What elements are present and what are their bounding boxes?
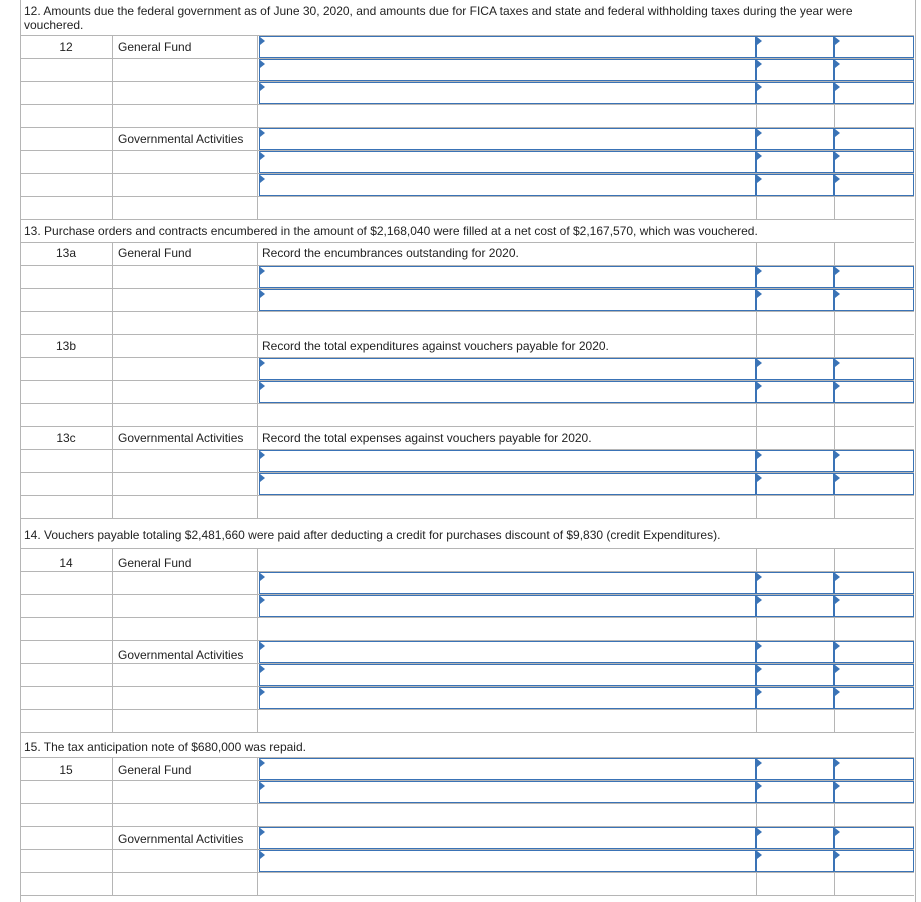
account-title-input[interactable]: [259, 174, 756, 196]
grid-column-line: [112, 242, 113, 518]
credit-amount-input[interactable]: [834, 641, 914, 663]
account-title-input[interactable]: [259, 151, 756, 173]
account-title-input[interactable]: [259, 758, 756, 780]
grid-column-line: [257, 242, 258, 518]
fund-label-general: General Fund: [118, 246, 192, 260]
grid-column-line: [112, 548, 113, 732]
debit-amount-input[interactable]: [756, 595, 834, 617]
debit-amount-input[interactable]: [756, 687, 834, 709]
grid-row-line: [20, 803, 914, 804]
instruction-13b: Record the total expenditures against vouchers payable for 2020.: [262, 339, 609, 353]
debit-amount-input[interactable]: [756, 151, 834, 173]
credit-amount-input[interactable]: [834, 266, 914, 288]
account-title-input[interactable]: [259, 641, 756, 663]
entry-code-13a: 13a: [55, 246, 77, 260]
grid-row-line: [20, 219, 914, 220]
fund-label-general: General Fund: [118, 556, 192, 570]
grid-row-line: [20, 518, 914, 519]
credit-amount-input[interactable]: [834, 781, 914, 803]
debit-amount-input[interactable]: [756, 473, 834, 495]
grid-column-line: [257, 548, 258, 732]
account-title-input[interactable]: [259, 572, 756, 594]
debit-amount-input[interactable]: [756, 664, 834, 686]
account-title-input[interactable]: [259, 827, 756, 849]
entry-14-description: 14. Vouchers payable totaling $2,481,660 were paid after deducting a credit for purchases discount of $9,830 (credit Expenditures).: [24, 528, 721, 542]
grid-row-line: [20, 495, 914, 496]
account-title-input[interactable]: [259, 595, 756, 617]
credit-amount-input[interactable]: [834, 358, 914, 380]
grid-column-line: [257, 757, 258, 895]
debit-amount-input[interactable]: [756, 82, 834, 104]
credit-amount-input[interactable]: [834, 687, 914, 709]
account-title-input[interactable]: [259, 664, 756, 686]
account-title-input[interactable]: [259, 473, 756, 495]
grid-row-line: [20, 732, 914, 733]
debit-amount-input[interactable]: [756, 850, 834, 872]
credit-amount-input[interactable]: [834, 450, 914, 472]
fund-label-governmental: Governmental Activities: [118, 832, 244, 846]
debit-amount-input[interactable]: [756, 289, 834, 311]
debit-amount-input[interactable]: [756, 641, 834, 663]
debit-amount-input[interactable]: [756, 827, 834, 849]
grid-row-line: [20, 895, 914, 896]
grid-row-line: [20, 242, 914, 243]
grid-row-line: [20, 617, 914, 618]
grid-row-line: [20, 872, 914, 873]
credit-amount-input[interactable]: [834, 664, 914, 686]
grid-column-line: [112, 35, 113, 219]
account-title-input[interactable]: [259, 687, 756, 709]
grid-column-line: [112, 757, 113, 895]
debit-amount-input[interactable]: [756, 174, 834, 196]
entry-13-description: 13. Purchase orders and contracts encumbered in the amount of $2,168,040 were filled at a net cost of $2,167,570, which was vouchered.: [24, 224, 758, 238]
credit-amount-input[interactable]: [834, 174, 914, 196]
account-title-input[interactable]: [259, 82, 756, 104]
grid-row-line: [20, 104, 914, 105]
account-title-input[interactable]: [259, 450, 756, 472]
entry-code-14: 14: [59, 556, 73, 570]
credit-amount-input[interactable]: [834, 381, 914, 403]
debit-amount-input[interactable]: [756, 450, 834, 472]
instruction-13c: Record the total expenses against vouchers payable for 2020.: [262, 431, 592, 445]
credit-amount-input[interactable]: [834, 151, 914, 173]
credit-amount-input[interactable]: [834, 595, 914, 617]
credit-amount-input[interactable]: [834, 289, 914, 311]
grid-row-line: [20, 403, 914, 404]
debit-amount-input[interactable]: [756, 59, 834, 81]
fund-label-general: General Fund: [118, 40, 192, 54]
entry-15-description: 15. The tax anticipation note of $680,000 was repaid.: [24, 740, 306, 754]
credit-amount-input[interactable]: [834, 758, 914, 780]
debit-amount-input[interactable]: [756, 358, 834, 380]
entry-code-13b: 13b: [55, 339, 77, 353]
credit-amount-input[interactable]: [834, 82, 914, 104]
credit-amount-input[interactable]: [834, 850, 914, 872]
grid-row-line: [20, 334, 914, 335]
credit-amount-input[interactable]: [834, 128, 914, 150]
debit-amount-input[interactable]: [756, 758, 834, 780]
grid-row-line: [20, 311, 914, 312]
fund-label-governmental: Governmental Activities: [118, 431, 244, 445]
debit-amount-input[interactable]: [756, 36, 834, 58]
account-title-input[interactable]: [259, 358, 756, 380]
credit-amount-input[interactable]: [834, 36, 914, 58]
debit-amount-input[interactable]: [756, 572, 834, 594]
grid-row-line: [20, 709, 914, 710]
entry-code-12: 12: [59, 40, 73, 54]
account-title-input[interactable]: [259, 289, 756, 311]
fund-label-governmental: Governmental Activities: [118, 132, 244, 146]
account-title-input[interactable]: [259, 59, 756, 81]
instruction-13a: Record the encumbrances outstanding for 2020.: [262, 246, 519, 260]
credit-amount-input[interactable]: [834, 59, 914, 81]
entry-code-13c: 13c: [56, 431, 76, 445]
grid-row-line: [20, 548, 914, 549]
debit-amount-input[interactable]: [756, 781, 834, 803]
debit-amount-input[interactable]: [756, 128, 834, 150]
account-title-input[interactable]: [259, 36, 756, 58]
grid-column-line: [257, 35, 258, 219]
grid-row-line: [20, 196, 914, 197]
fund-label-governmental: Governmental Activities: [118, 648, 244, 662]
credit-amount-input[interactable]: [834, 827, 914, 849]
credit-amount-input[interactable]: [834, 572, 914, 594]
account-title-input[interactable]: [259, 781, 756, 803]
entry-code-15: 15: [59, 763, 73, 777]
account-title-input[interactable]: [259, 128, 756, 150]
account-title-input[interactable]: [259, 266, 756, 288]
account-title-input[interactable]: [259, 850, 756, 872]
grid-row-line: [20, 426, 914, 427]
entry-12-description: 12. Amounts due the federal government as of June 30, 2020, and amounts due for FICA taxes and state and federal withholding taxes during the year were vouchered.: [24, 4, 853, 32]
debit-amount-input[interactable]: [756, 381, 834, 403]
credit-amount-input[interactable]: [834, 473, 914, 495]
fund-label-general: General Fund: [118, 763, 192, 777]
account-title-input[interactable]: [259, 381, 756, 403]
debit-amount-input[interactable]: [756, 266, 834, 288]
